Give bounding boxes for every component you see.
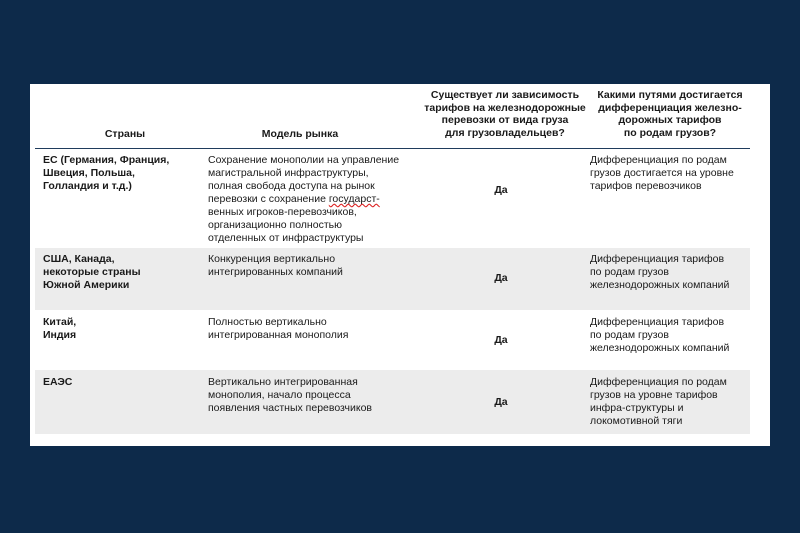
ways-cell: Дифференциация по родам грузов на уровне тарифов инфра-структуры и локомотивной тяги [590, 376, 727, 427]
market-model-text: Сохранение монополии на управление магистральной инфраструктуры, полная свобода доступа на рынок перевозки с сохранение [208, 154, 400, 205]
market-model-cell: Полностью вертикально интегрированная монополия [208, 316, 349, 341]
market-model-cell: Вертикально интегрированная монополия, начало процесса появления частных перевозчиков [208, 376, 372, 414]
country-cell: ЕАЭС [43, 376, 73, 388]
market-model-cell [208, 154, 418, 245]
table-row [35, 248, 750, 310]
header-market-model: Модель рынка [261, 128, 339, 140]
table-row [35, 310, 750, 370]
ways-cell: Дифференциация по родам грузов достигается на уровне тарифов перевозчиков [590, 154, 734, 192]
country-cell: Китай, Индия [43, 316, 77, 341]
answer-cell: Да [494, 272, 508, 284]
table-header [35, 84, 750, 149]
table-row [35, 149, 750, 248]
answer-cell: Да [494, 396, 508, 408]
market-model-text-cont: венных игроков-перевозчиков, организационно полностью отделенных от инфраструктуры [208, 206, 364, 244]
spellcheck-flagged-word: государст- [328, 193, 380, 205]
table-card [30, 84, 770, 446]
header-dependency: Существует ли зависимость тарифов на железнодорожные перевозки от вида груза для грузовладельцев? [424, 89, 586, 139]
header-ways: Какими путями достигается дифференциация железно- дорожных тарифов по родам грузов? [597, 89, 743, 139]
ways-cell: Дифференциация тарифов по родам грузов железнодорожных компаний [590, 253, 730, 291]
table-row [35, 370, 750, 434]
header-countries: Страны [104, 128, 146, 140]
answer-cell: Да [494, 334, 508, 346]
answer-cell: Да [494, 184, 508, 196]
market-model-cell: Конкуренция вертикально интегрированных компаний [208, 253, 343, 278]
ways-cell: Дифференциация тарифов по родам грузов железнодорожных компаний [590, 316, 730, 354]
country-cell: США, Канада, некоторые страны Южной Америки [43, 253, 141, 291]
country-cell: ЕС (Германия, Франция, Швеция, Польша, Голландия и т.д.) [43, 154, 170, 192]
